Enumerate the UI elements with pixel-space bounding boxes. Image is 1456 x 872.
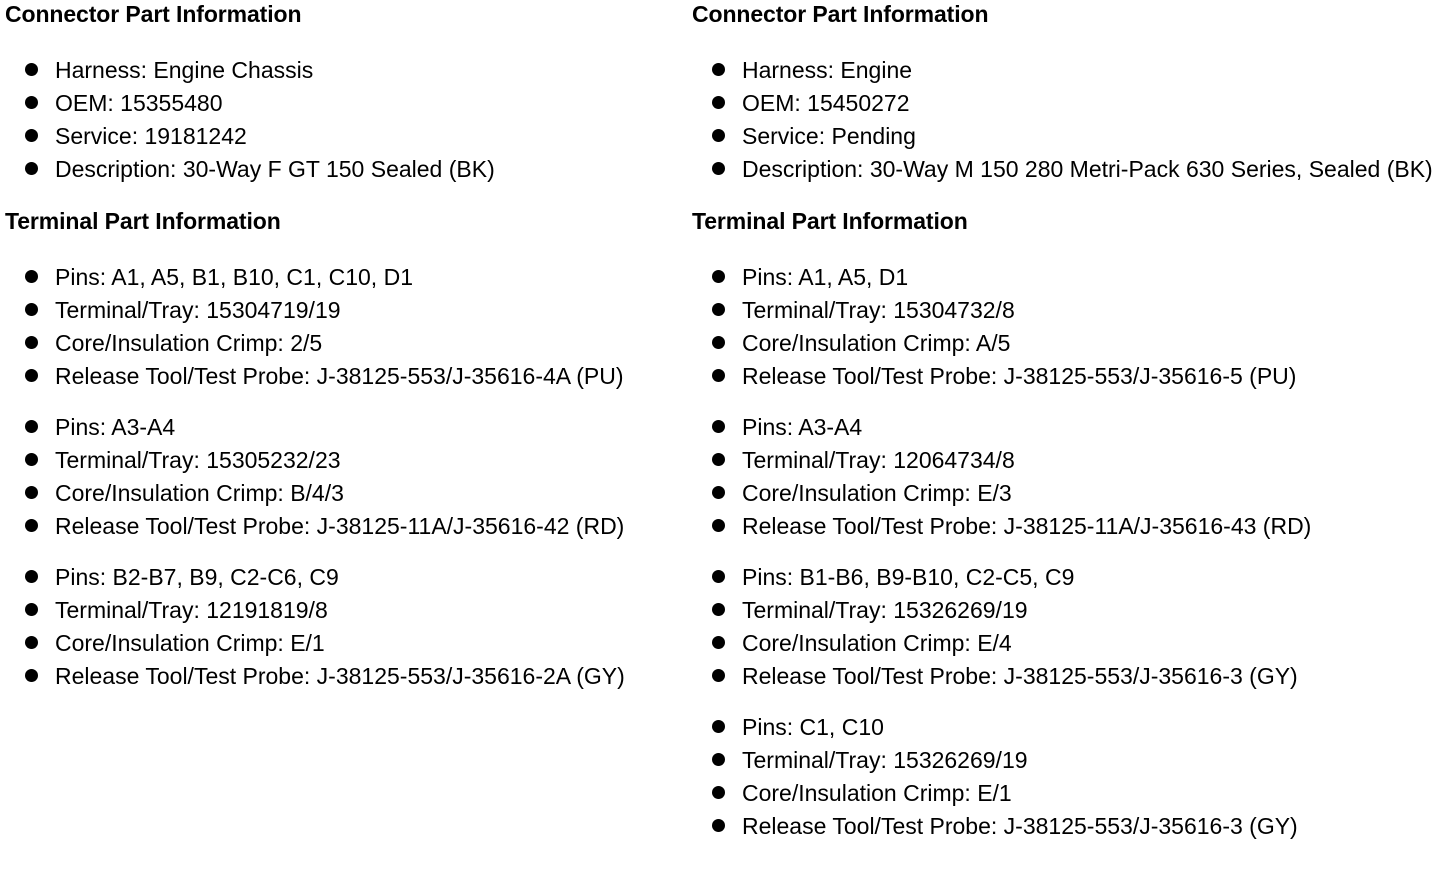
- list-item: Service: Pending: [692, 121, 1452, 151]
- list-item: Release Tool/Test Probe: J-38125-11A/J-35616-43 (RD): [692, 511, 1452, 541]
- list-item: Core/Insulation Crimp: E/1: [5, 628, 685, 658]
- left-terminal-group-3: [5, 562, 685, 691]
- list-item: Core/Insulation Crimp: E/3: [692, 478, 1452, 508]
- left-connector-heading: Connector Part Information: [5, 1, 302, 27]
- right-connector-heading: Connector Part Information: [692, 1, 989, 27]
- list-item: Release Tool/Test Probe: J-38125-553/J-35616-3 (GY): [692, 811, 1452, 841]
- list-item: Terminal/Tray: 15305232/23: [5, 445, 685, 475]
- list-item: Pins: A3-A4: [692, 412, 1452, 442]
- list-item: Harness: Engine Chassis: [5, 55, 685, 85]
- list-item: Release Tool/Test Probe: J-38125-553/J-35616-3 (GY): [692, 661, 1452, 691]
- list-item: Service: 19181242: [5, 121, 685, 151]
- right-terminal-heading: Terminal Part Information: [692, 208, 968, 234]
- list-item: Terminal/Tray: 12191819/8: [5, 595, 685, 625]
- list-item: OEM: 15355480: [5, 88, 685, 118]
- list-item: Release Tool/Test Probe: J-38125-11A/J-35616-42 (RD): [5, 511, 625, 541]
- list-item: Terminal/Tray: 15304719/19: [5, 295, 685, 325]
- left-terminal-group-1: [5, 262, 685, 391]
- list-item: Core/Insulation Crimp: E/4: [692, 628, 1452, 658]
- list-item: Core/Insulation Crimp: E/1: [692, 778, 1452, 808]
- list-item: Terminal/Tray: 15326269/19: [692, 595, 1452, 625]
- list-item: Core/Insulation Crimp: 2/5: [5, 328, 685, 358]
- right-terminal-group-1: [692, 262, 1452, 391]
- list-item: Terminal/Tray: 12064734/8: [692, 445, 1452, 475]
- list-item: Pins: A3-A4: [5, 412, 685, 442]
- list-item: Core/Insulation Crimp: A/5: [692, 328, 1452, 358]
- right-terminal-group-2: [692, 412, 1452, 541]
- list-item: Pins: A1, A5, B1, B10, C1, C10, D1: [5, 262, 685, 292]
- list-item: OEM: 15450272: [692, 88, 1452, 118]
- left-terminal-group-2: [5, 412, 685, 541]
- right-terminal-group-3: [692, 562, 1452, 691]
- list-item: Terminal/Tray: 15326269/19: [692, 745, 1452, 775]
- left-connector-section: [5, 0, 685, 184]
- list-item: Pins: C1, C10: [692, 712, 1452, 742]
- list-item: Core/Insulation Crimp: B/4/3: [5, 478, 685, 508]
- list-item: Description: 30-Way M 150 280 Metri-Pack 630 Series, Sealed (BK): [692, 154, 1442, 184]
- left-terminal-section: [5, 207, 685, 691]
- list-item: Description: 30-Way F GT 150 Sealed (BK): [5, 154, 685, 184]
- list-item: Pins: A1, A5, D1: [692, 262, 1452, 292]
- list-item: Release Tool/Test Probe: J-38125-553/J-35616-4A (PU): [5, 361, 685, 391]
- left-column: [5, 0, 685, 694]
- right-connector-section: [692, 0, 1452, 184]
- list-item: Pins: B2-B7, B9, C2-C6, C9: [5, 562, 685, 592]
- list-item: Release Tool/Test Probe: J-38125-553/J-35616-2A (GY): [5, 661, 625, 691]
- right-connector-list: [692, 55, 1452, 184]
- list-item: Terminal/Tray: 15304732/8: [692, 295, 1452, 325]
- right-terminal-group-4: [692, 712, 1452, 841]
- list-item: Harness: Engine: [692, 55, 1452, 85]
- right-column: [692, 0, 1452, 844]
- left-terminal-heading: Terminal Part Information: [5, 208, 281, 234]
- right-terminal-section: [692, 207, 1452, 841]
- list-item: Pins: B1-B6, B9-B10, C2-C5, C9: [692, 562, 1452, 592]
- list-item: Release Tool/Test Probe: J-38125-553/J-35616-5 (PU): [692, 361, 1452, 391]
- left-connector-list: [5, 55, 685, 184]
